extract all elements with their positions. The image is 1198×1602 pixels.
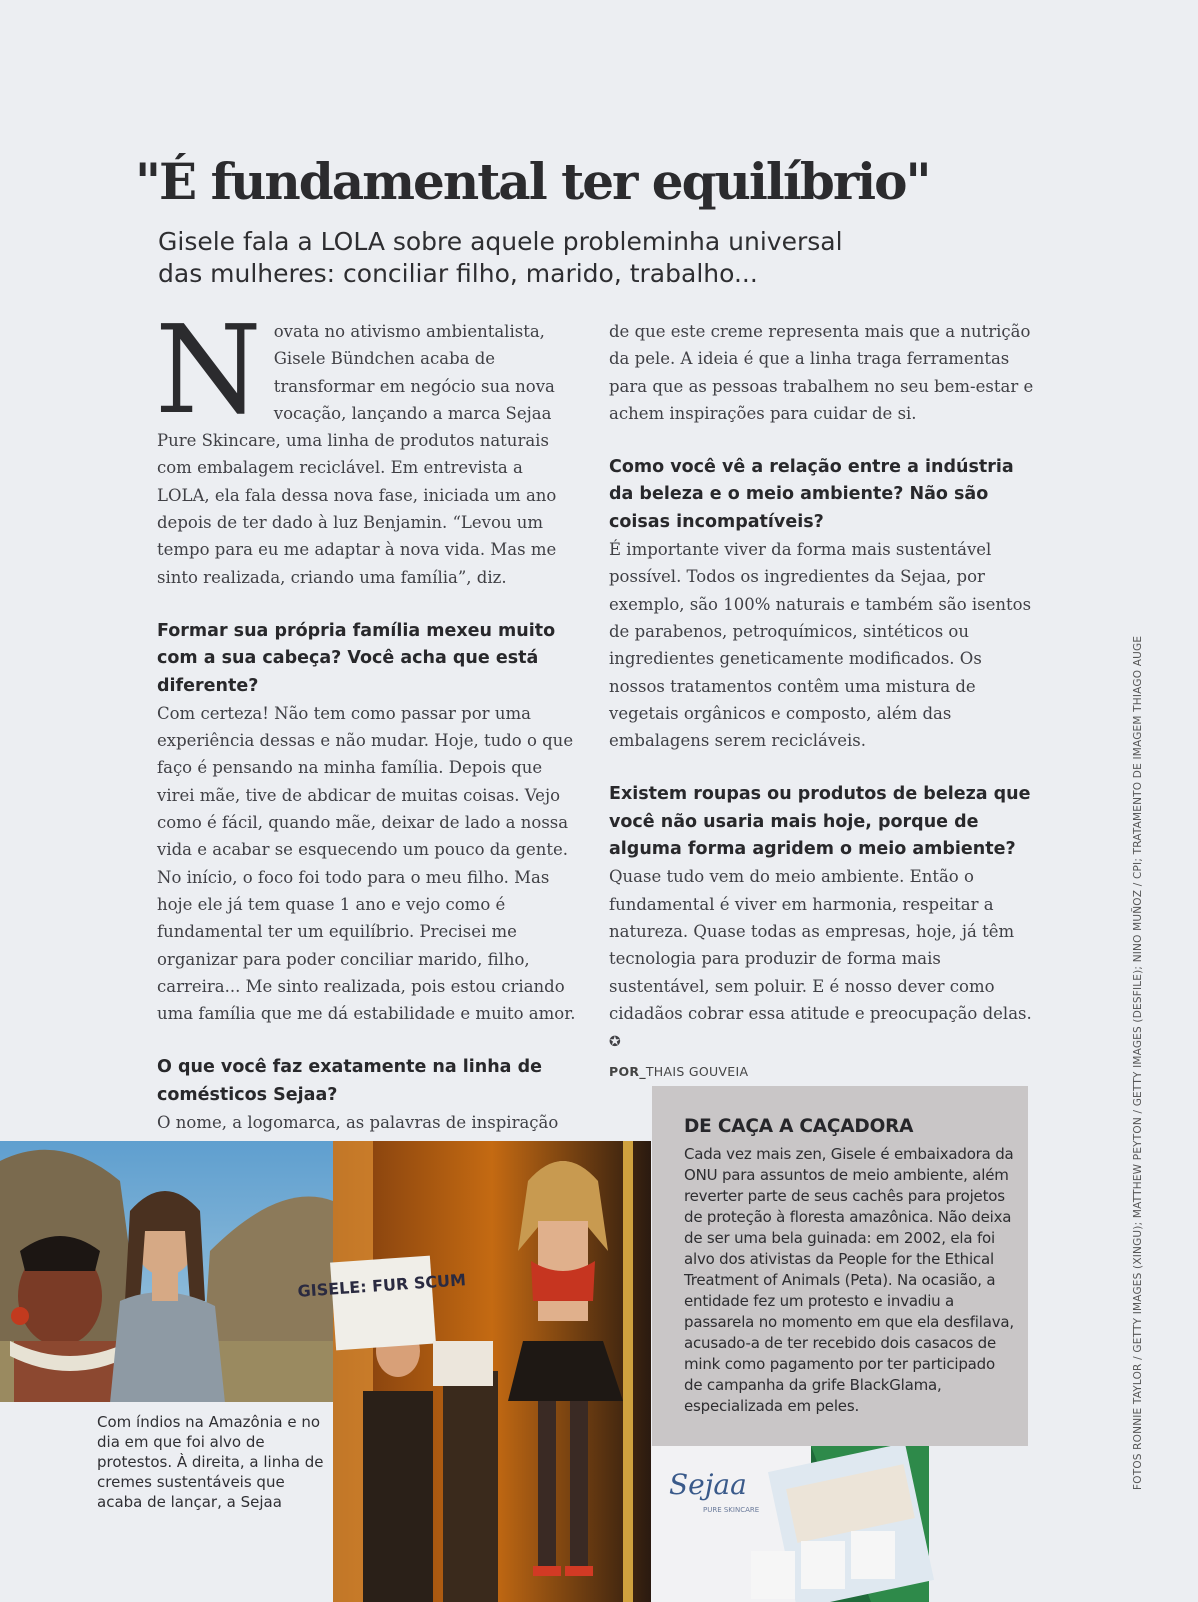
- product-tag: PURE SKINCARE: [703, 1506, 760, 1514]
- intro-text: ovata no ativismo ambientalista, Gisele Bündchen acaba de transformar em negócio sua nova vocação, lançando a marca Sejaa Pure Skincare, uma linha de produtos naturais com embalagem reciclável. Em entrevista a LOLA, ela fala dessa nova fase, iniciada um ano depois de ter dado à luz Benjamin. “Levou um tempo para eu me adaptar à nova vida. Mas me sinto realizada, criando uma família”, diz.: [157, 322, 557, 587]
- answer-4: [609, 863, 1041, 1056]
- answer-1: Com certeza! Não tem como passar por uma experiência dessas e não mudar. Hoje, tudo o que faço é pensando na minha família. Depois que virei mãe, tive de abdicar de muitas coisas. Vejo como é fácil, quando mãe, deixar de lado a nossa vida e acabar se esquecendo um pouco da gente. No início, o foco foi todo para o meu filho. Mas hoje ele já tem quase 1 ano e vejo como é fundamental ter um equilíbrio. Precisei me organizar para poder conciliar marido, filho, carreira... Me sinto realizada, pois estou criando uma família que me dá estabilidade e muito amor.: [157, 703, 576, 1024]
- photo-amazon: [0, 1141, 333, 1403]
- headline: "É fundamental ter equilíbrio": [135, 152, 930, 211]
- sidebar-body: Cada vez mais zen, Gisele é embaixadora da ONU para assuntos de meio ambiente, além reverter parte de seus cachês para projetos de proteção à floresta amazônica. Não deixa de ser uma bela guinada: em 2002, ela foi alvo dos ativistas da People for the Ethical Treatment of Animals (Peta). Na ocasião, a entidade fez um protesto e invadiu a passarela no momento em que ela desfilava, acusado-a de ter recebido dois casacos de mink como pagamento por ter participado de campanha da grife BlackGlama, especializada em peles.: [684, 1145, 1014, 1415]
- answer-2-part-1: O nome, a logomarca, as palavras de inspiração: [157, 1113, 559, 1133]
- end-mark-icon: ✪: [609, 1034, 621, 1051]
- question-1: Formar sua própria família mexeu muito com a sua cabeça? Você acha que está diferente?: [157, 620, 556, 696]
- product-brand: Sejaa: [669, 1468, 747, 1501]
- intro-paragraph: [155, 299, 577, 591]
- byline: [609, 1058, 1041, 1085]
- answer-2-part-2: de que este creme representa mais que a nutrição da pele. A ideia é que a linha traga ferramentas para que as pessoas trabalhem no seu bem-estar e achem inspirações para cuidar de si.: [609, 322, 1034, 423]
- answer-3: É importante viver da forma mais sustentável possível. Todos os ingredientes da Sejaa, por exemplo, são 100% naturais e também são isentos de parabenos, petroquímicos, sintéticos ou ingredientes geneticamente modificados. Os nossos tratamentos contêm uma mistura de vegetais orgânicos e composto, além das embalagens serem recicláveis.: [609, 540, 1032, 751]
- sidebar-title: DE CAÇA A CAÇADORA: [684, 1116, 914, 1137]
- protest-sign-text: GISELE: FUR SCUM: [297, 1270, 467, 1301]
- question-2: O que você faz exatamente na linha de comésticos Sejaa?: [157, 1057, 542, 1105]
- photo-caption: Com índios na Amazônia e no dia em que foi alvo de protestos. À direita, a linha de cremes sustentáveis que acaba de lançar, a Sejaa: [97, 1413, 324, 1511]
- byline-name: THAIS GOUVEIA: [645, 1064, 749, 1080]
- byline-prefix: POR_: [609, 1064, 646, 1080]
- drop-cap: N: [155, 299, 262, 441]
- article-column-2: [609, 318, 1041, 1086]
- question-3: Como você vê a relação entre a indústria da beleza e o meio ambiente? Não são coisas incompatíveis?: [609, 457, 1014, 532]
- article-column-1: [155, 299, 577, 1191]
- photo-runway: [297, 1141, 651, 1602]
- deck-subtitle: Gisele fala a LOLA sobre aquele probleminha universal das mulheres: conciliar filho, marido, trabalho...: [158, 227, 843, 288]
- question-4: Existem roupas ou produtos de beleza que você não usaria mais hoje, porque de alguma forma agridem o meio ambiente?: [609, 784, 1031, 860]
- answer-4-text: Quase tudo vem do meio ambiente. Então o fundamental é viver em harmonia, respeitar a natureza. Quase todas as empresas, hoje, já têm tecnologia para produzir de forma mais sustentável, sem poluir. E é nosso dever como cidadãos cobrar essa atitude e preocupação delas.: [609, 867, 1032, 1023]
- photo-credits: FOTOS RONNIE TAYLOR / GETTY IMAGES (XINGU); MATTHEW PEYTON / GETTY IMAGES (DESFILE); NINO MUÑOZ / CPI; TRATAMENTO DE IMAGEM THIAGO AUGE: [1132, 635, 1144, 1490]
- sidebar-box: [652, 1086, 1028, 1446]
- photo-product: [651, 1446, 929, 1602]
